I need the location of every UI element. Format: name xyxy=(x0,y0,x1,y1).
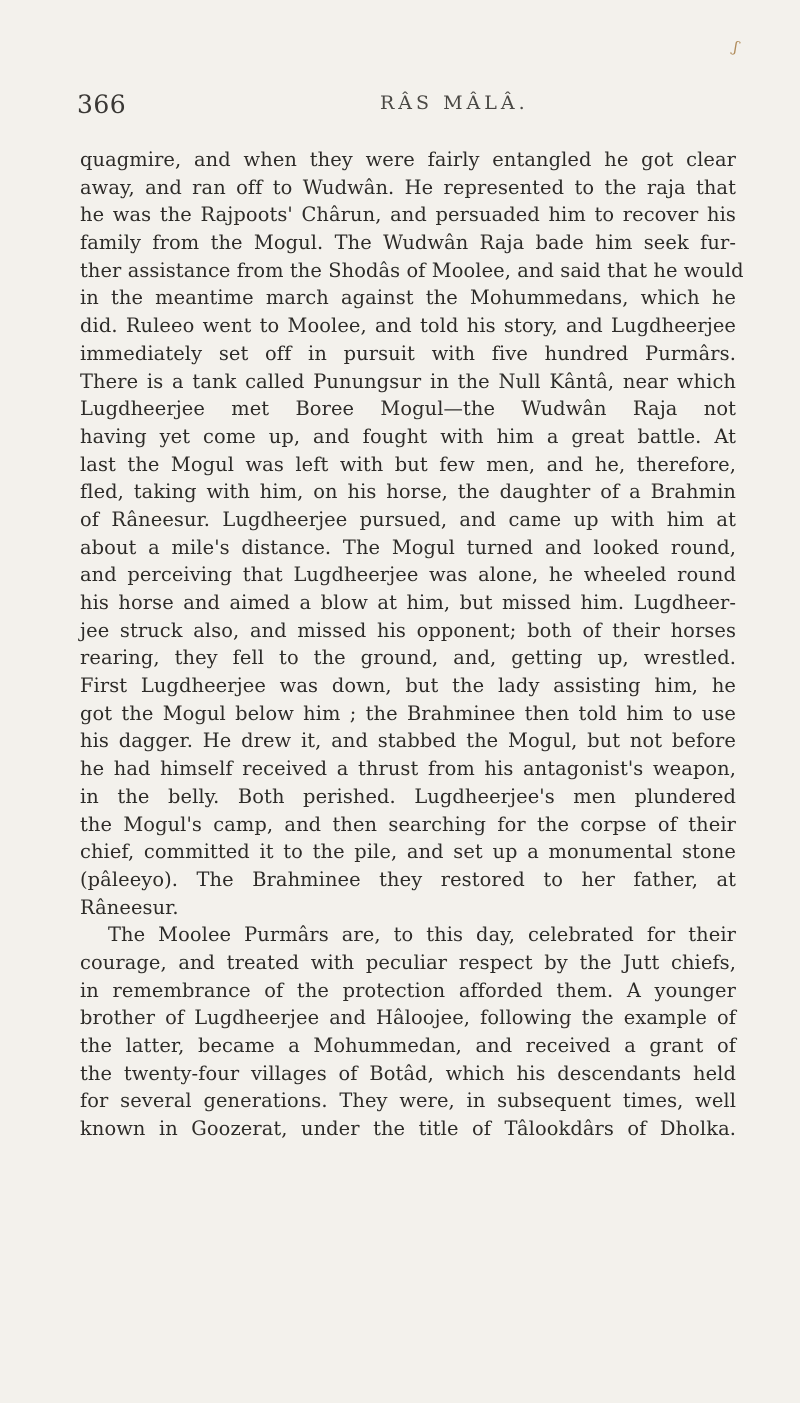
text-line: known in Goozerat, under the title of Tâlookdârs of Dholka. xyxy=(80,1117,736,1141)
text-line: family from the Mogul. The Wudwân Raja bade him seek fur- xyxy=(80,231,736,255)
running-title: RÂS MÂLÂ. xyxy=(380,92,529,114)
text-line: for several generations. They were, in subsequent times, well xyxy=(80,1089,736,1113)
text-line: in the belly. Both perished. Lugdheerjee's men plundered xyxy=(80,784,736,808)
text-line: and perceiving that Lugdheerjee was alone, he wheeled round xyxy=(80,563,736,587)
text-line: the twenty-four villages of Botâd, which his descendants held xyxy=(80,1061,736,1085)
text-line: rearing, they fell to the ground, and, getting up, wrestled. xyxy=(80,646,736,670)
text-line: in the meantime march against the Mohummedans, which he xyxy=(80,286,736,310)
text-line: about a mile's distance. The Mogul turned and looked round, xyxy=(80,535,736,559)
text-line-paragraph-end: Râneesur. xyxy=(80,895,179,919)
text-line: did. Ruleeo went to Moolee, and told his story, and Lugdheerjee xyxy=(80,314,736,338)
text-line: quagmire, and when they were fairly entangled he got clear xyxy=(80,148,736,171)
text-line: last the Mogul was left with but few men, and he, therefore, xyxy=(80,452,736,476)
text-line: fled, taking with him, on his horse, the daughter of a Brahmin xyxy=(80,480,736,504)
text-line: chief, committed it to the pile, and set up a monumental stone xyxy=(80,840,736,864)
text-line: Lugdheerjee met Boree Mogul—the Wudwân Raja not xyxy=(80,397,736,421)
body-text xyxy=(80,146,744,1143)
text-line: of Râneesur. Lugdheerjee pursued, and came up with him at xyxy=(80,507,736,531)
text-line: the Mogul's camp, and then searching for the corpse of their xyxy=(80,812,736,836)
text-line: First Lugdheerjee was down, but the lady assisting him, he xyxy=(80,674,736,698)
page-number: 366 xyxy=(77,90,127,119)
text-line: got the Mogul below him ; the Brahminee then told him to use xyxy=(80,701,736,725)
text-line: he was the Rajpoots' Chârun, and persuaded him to recover his xyxy=(80,203,736,227)
text-line: away, and ran off to Wudwân. He represented to the raja that xyxy=(80,175,736,199)
text-line: immediately set off in pursuit with five hundred Purmârs. xyxy=(80,341,736,365)
text-line: There is a tank called Punungsur in the Null Kântâ, near which xyxy=(80,369,736,393)
text-line: his horse and aimed a blow at him, but missed him. Lugdheer- xyxy=(80,591,736,614)
stray-ink-mark: ʃ xyxy=(731,37,741,57)
text-line: his dagger. He drew it, and stabbed the Mogul, but not before xyxy=(80,729,736,753)
text-line: jee struck also, and missed his opponent; both of their horses xyxy=(80,618,736,642)
text-line: having yet come up, and fought with him a great battle. At xyxy=(80,424,736,448)
text-line: brother of Lugdheerjee and Hâloojee, following the example of xyxy=(80,1006,736,1030)
text-line: in remembrance of the protection afforded them. A younger xyxy=(80,978,736,1002)
text-line: ther assistance from the Shodâs of Moolee, and said that he would xyxy=(80,258,744,282)
text-line-paragraph-start: The Moolee Purmârs are, to this day, celebrated for their xyxy=(108,923,736,947)
text-line: courage, and treated with peculiar respect by the Jutt chiefs, xyxy=(80,950,736,974)
text-line: he had himself received a thrust from his antagonist's weapon, xyxy=(80,757,736,781)
text-line: (pâleeyo). The Brahminee they restored to her father, at xyxy=(80,867,736,891)
text-line: the latter, became a Mohummedan, and received a grant of xyxy=(80,1034,736,1057)
